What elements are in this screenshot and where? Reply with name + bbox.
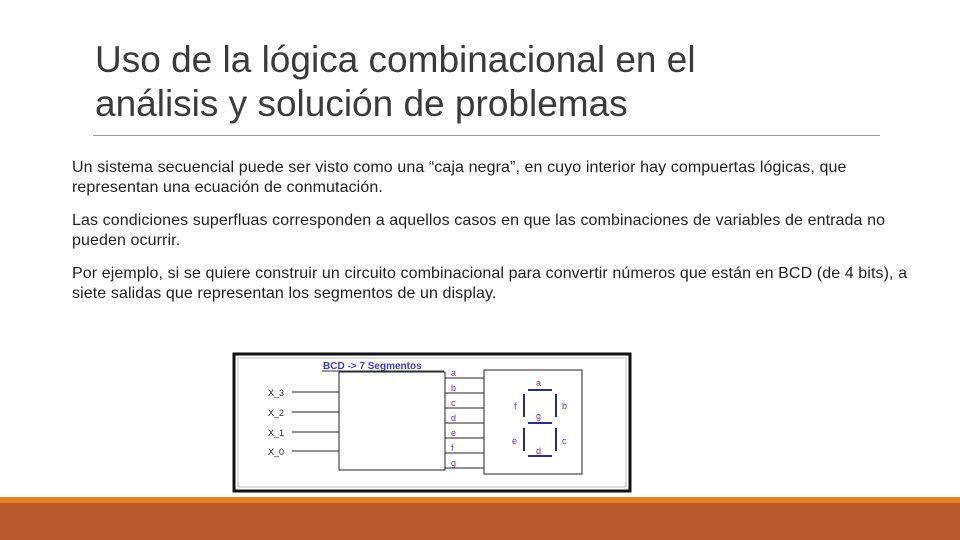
slide-title [95,38,895,126]
input-label-x0: X_0 [268,447,285,457]
input-label-x2: X_2 [268,408,285,418]
converter-block [339,372,445,470]
segment-label-c: c [562,436,567,446]
segment-label-b: b [562,401,568,411]
title-line-1: Uso de la lógica combinacional en el [95,39,696,80]
input-label-x1: X_1 [268,428,285,438]
output-label-b: b [451,383,457,393]
output-label-e: e [451,428,457,438]
footer-band [0,503,960,540]
paragraph-2: Las condiciones superfluas corresponden a aquellos casos en que las combinaciones de variables de entrada no pueden ocurrir. [72,212,886,249]
segment-label-a: a [536,378,542,388]
output-label-c: c [451,398,456,408]
slide-body [72,158,922,317]
bcd-7-segment-figure [232,352,632,493]
block-label: BCD -> 7 Segmentos [323,361,422,372]
output-label-f: f [451,443,454,453]
output-label-g: g [451,458,457,468]
output-label-d: d [451,413,457,423]
title-line-2: análisis y solución de problemas [95,83,628,124]
segment-label-g: g [536,411,542,421]
segment-label-e: e [512,436,518,446]
paragraph-3: Por ejemplo, si se quiere construir un circuito combinacional para convertir números que están en BCD (de 4 bits), a siete salidas que representan los segmentos de un display. [72,265,908,302]
input-label-x3: X_3 [268,388,285,398]
bcd-diagram [232,352,632,493]
output-label-a: a [451,368,457,378]
segment-label-d: d [536,446,542,456]
segment-label-f: f [514,401,517,411]
title-divider [93,135,880,136]
paragraph-1: Un sistema secuencial puede ser visto como una “caja negra”, en cuyo interior hay compuertas lógicas, que representan una ecuación de conmutación. [72,159,847,196]
